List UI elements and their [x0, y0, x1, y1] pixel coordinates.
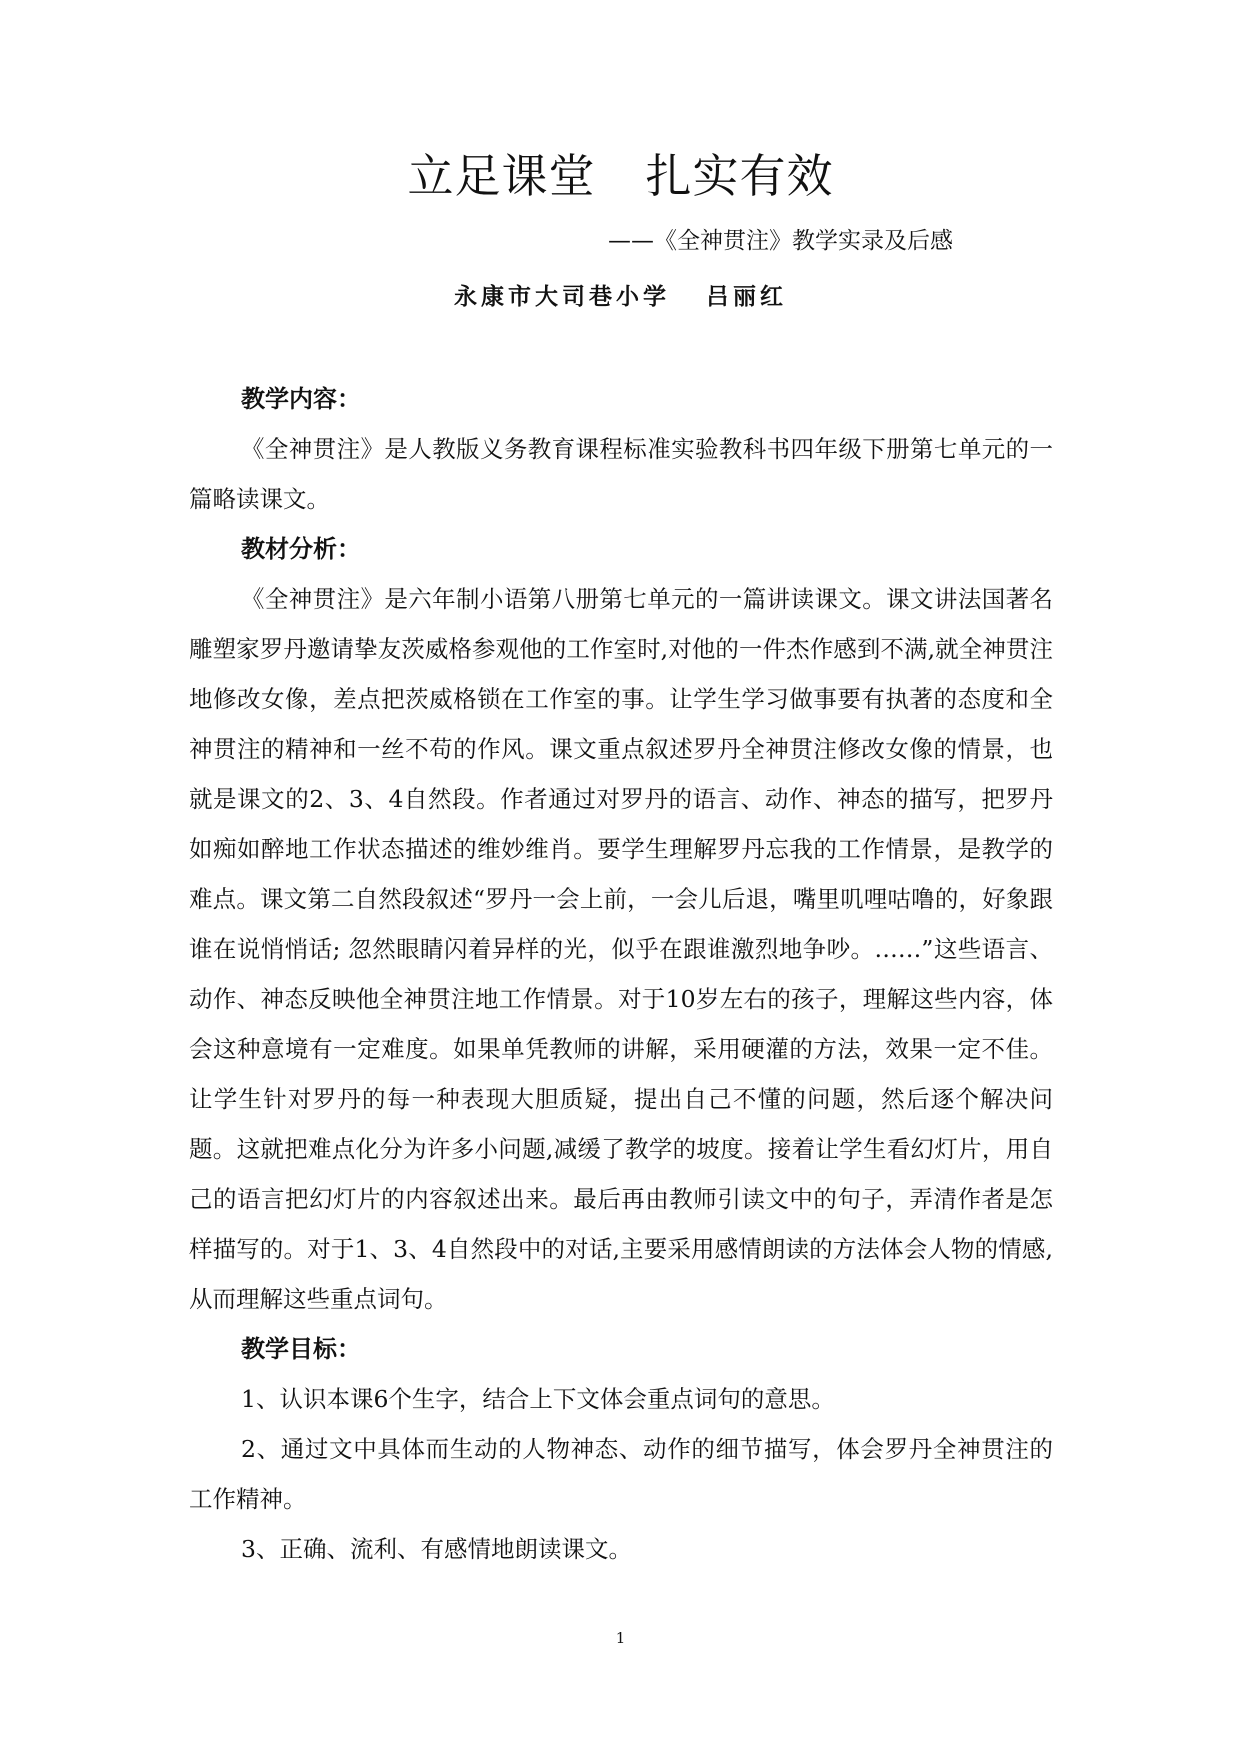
author-line: [0, 282, 1241, 312]
author-name: 吕丽红: [706, 283, 787, 310]
section-heading: 教材分析：: [241, 535, 361, 563]
page-number: 1: [615, 1629, 626, 1647]
paragraph: 《全神贯注》是六年制小语第八册第七单元的一篇讲读课文。课文讲法国著名雕塑家罗丹邀请挚友茨威格参观他的工作室时,对他的一件杰作感到不满,就全神贯注地修改女像，差点把茨威格锁在工作室的事。让学生学习做事要有执著的态度和全神贯注的精神和一丝不苟的作风。课文重点叙述罗丹全神贯注修改女像的情景，也就是课文的2、3、4自然段。作者通过对罗丹的语言、动作、神态的描写，把罗丹如痴如醉地工作状态描述的维妙维肖。要学生理解罗丹忘我的工作情景，是教学的难点。课文第二自然段叙述“罗丹一会上前，一会儿后退，嘴里叽哩咕噜的，好象跟谁在说悄悄话; 忽然眼睛闪着异样的光，似乎在跟谁激烈地争吵。……”这些语言、动作、神态反映他全神贯注地工作情景。对于10岁左右的孩子，理解这些内容，体会这种意境有一定难度。如果单凭教师的讲解，采用硬灌的方法，效果一定不佳。让学生针对罗丹的每一种表现大胆质疑，提出自己不懂的问题，然后逐个解决问题。这就把难点化分为许多小问题,减缓了教学的坡度。接着让学生看幻灯片，用自己的语言把幻灯片的内容叙述出来。最后再由教师引读文中的句子，弄清作者是怎样描写的。对于1、3、4自然段中的对话,主要采用感情朗读的方法体会人物的情感,从而理解这些重点词句。: [189, 585, 1053, 1313]
goal-item: 1、认识本课6个生字，结合上下文体会重点词句的意思。: [241, 1385, 835, 1413]
section-material-analysis: [189, 524, 1053, 1324]
author-school: 永康市大司巷小学: [454, 283, 670, 310]
document-subtitle: ——《全神贯注》教学实录及后感: [608, 228, 953, 254]
title-part-2: 扎实有效: [645, 149, 834, 203]
paragraph: 《全神贯注》是人教版义务教育课程标准实验教科书四年级下册第七单元的一篇略读课文。: [189, 435, 1053, 513]
section-heading: 教学目标：: [241, 1335, 361, 1363]
goal-item: 2、通过文中具体而生动的人物神态、动作的细节描写，体会罗丹全神贯注的工作精神。: [189, 1435, 1053, 1513]
section-teaching-content: [189, 374, 1053, 524]
section-heading: 教学内容：: [241, 385, 361, 413]
section-teaching-goals: [189, 1324, 1053, 1574]
goal-item: 3、正确、流利、有感情地朗读课文。: [241, 1535, 632, 1563]
document-body: [189, 374, 1053, 1574]
document-title: [0, 148, 1241, 204]
title-part-1: 立足课堂: [407, 149, 596, 203]
